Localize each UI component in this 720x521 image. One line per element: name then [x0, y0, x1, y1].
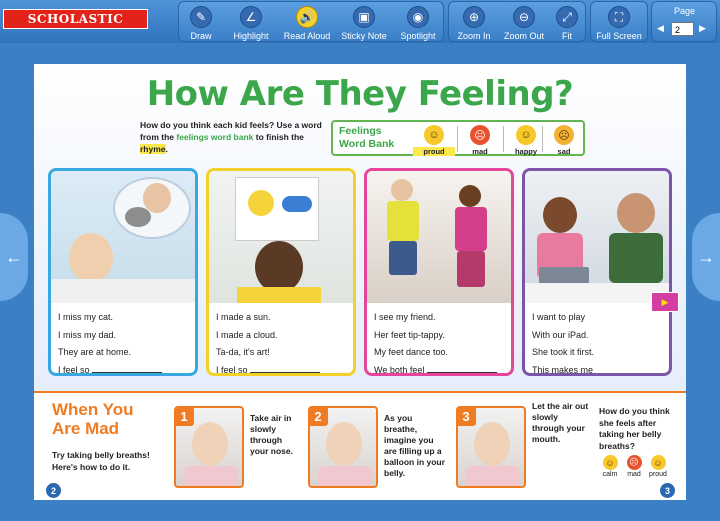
prev-page-icon[interactable]: ◀ [657, 23, 664, 33]
girl-shirt [318, 466, 372, 488]
drawing-paper [235, 177, 319, 241]
rhyme-line-answer [216, 362, 349, 377]
rhyme-line: We both feel [374, 364, 425, 375]
mad-section-subtitle: Try taking belly breaths! Here's how to do it. [52, 450, 150, 472]
answer-blank[interactable] [427, 365, 497, 373]
play-video-icon[interactable]: ▶ [651, 292, 679, 312]
zoom-in-label: Zoom In [457, 31, 491, 41]
girl-breathing-figure [192, 422, 228, 466]
page-number-input[interactable]: 2 [671, 22, 694, 36]
dancer-2-shirt [455, 207, 487, 251]
page-number-left: 2 [46, 483, 61, 498]
mad-section-title [52, 400, 134, 438]
rhyme-line-answer [374, 362, 507, 377]
boy-figure [255, 241, 303, 293]
step-2-text: As you breathe, imagine you are filling up a balloon in your belly. [384, 413, 445, 478]
draw-label: Draw [190, 31, 212, 41]
step-2-photo [308, 406, 378, 488]
rhyme-line: Ta-da, it's art! [216, 347, 270, 357]
zoom-out-button[interactable] [499, 2, 549, 41]
rhyme-card-4 [522, 168, 672, 376]
rhyme-line: With our iPad. [532, 329, 589, 340]
step-3-photo [456, 406, 526, 488]
mad-question: How do you think she feels after taking her belly breaths? [599, 406, 670, 451]
spotlight-label: Spotlight [400, 31, 436, 41]
rhyme-line: This makes me [532, 364, 594, 375]
draw-button[interactable] [179, 2, 223, 41]
highlight-button[interactable] [223, 2, 279, 41]
feelings-section [34, 64, 686, 391]
fit-label: Fit [562, 31, 572, 41]
zoom-out-label: Zoom Out [503, 31, 544, 41]
page-title: How Are They Feeling? [146, 74, 574, 114]
zoom-in-icon: ⊕ [463, 6, 485, 28]
mad-face-icon: ☹ [627, 455, 642, 470]
read-aloud-button[interactable] [279, 2, 335, 41]
rhyme-line: I see my friend. [374, 312, 436, 322]
girl-with-ipad-figure [543, 197, 577, 233]
instructions-rhyme: rhyme [140, 144, 166, 154]
toolbar-tools-group-3 [590, 1, 648, 42]
spotlight-icon: ◉ [407, 6, 429, 28]
page-label: Page [674, 6, 696, 16]
mad-face-icon: ☹ [470, 125, 490, 145]
proud-face-icon: ☺ [424, 125, 444, 145]
boy-shirt [237, 287, 321, 303]
speaker-icon: 🔊 [296, 6, 318, 28]
word-bank-word: mad [472, 147, 488, 156]
rhyme-line: I miss my cat. [58, 312, 114, 322]
fit-button[interactable] [549, 2, 585, 41]
dancer-2-figure [459, 185, 481, 207]
highlight-label: Highlight [233, 31, 269, 41]
rhyme-lines [216, 309, 349, 376]
divider [457, 126, 458, 152]
sticky-note-label: Sticky Note [341, 31, 387, 41]
rhyme-line: My feet dance too. [374, 347, 449, 357]
instructions-word-bank: feelings word bank [176, 132, 254, 142]
dad-figure [143, 183, 171, 213]
scholastic-logo[interactable]: SCHOLASTIC [3, 9, 148, 29]
word-bank-word: sad [557, 147, 571, 156]
table [51, 279, 195, 303]
rhyme-line: They are at home. [58, 347, 132, 357]
full-screen-icon: ⛶ [608, 6, 630, 28]
dancer-1-figure [391, 179, 413, 201]
rhyme-line: I feel so [216, 364, 248, 375]
dancer-2-leggings [457, 251, 485, 287]
answer-blank[interactable] [92, 365, 162, 373]
spotlight-button[interactable] [393, 2, 443, 41]
full-screen-button[interactable] [591, 2, 647, 41]
mad-boy-figure [617, 193, 655, 233]
toolbar-tools-group-1 [178, 1, 444, 42]
read-aloud-label: Read Aloud [283, 31, 331, 41]
proud-face-icon: ☺ [651, 455, 666, 470]
choice-proud [645, 455, 671, 478]
kids-dancing-photo [367, 171, 511, 303]
rhyme-line: I made a cloud. [216, 329, 278, 340]
next-page-icon[interactable]: ▶ [699, 23, 706, 33]
step-3-badge: 3 [456, 406, 476, 426]
cloud-drawing [282, 196, 312, 212]
rhyme-line: Her feet tip-tappy. [374, 329, 445, 340]
step-1-photo [174, 406, 244, 488]
rhyme-card-1 [48, 168, 198, 376]
mad-title-line2: Are Mad [52, 419, 120, 438]
zoom-in-button[interactable] [449, 2, 499, 41]
girl-sad-photo [51, 171, 195, 303]
toolbar-tools-group-2 [448, 1, 586, 42]
calm-face-icon: ☺ [603, 455, 618, 470]
choice-mad [621, 455, 647, 478]
step-1-text: Take air in slowly through your nose. [250, 413, 293, 456]
rhyme-card-2 [206, 168, 356, 376]
word-bank-item-sad [543, 125, 585, 156]
word-bank-item-mad [459, 125, 501, 156]
sticky-note-button[interactable] [335, 2, 393, 41]
choice-word: proud [649, 471, 667, 478]
rhyme-line: I want to play [532, 312, 586, 322]
cat-figure [125, 207, 151, 227]
divider [503, 126, 504, 152]
highlighter-icon: ∠ [240, 6, 262, 28]
choice-calm [597, 455, 623, 478]
previous-page-arrow-icon[interactable]: ← [0, 213, 28, 301]
dancer-1-shirt [387, 201, 419, 241]
sun-drawing [248, 190, 274, 216]
step-2-badge: 2 [308, 406, 328, 426]
happy-face-icon: ☺ [516, 125, 536, 145]
when-you-are-mad-section [34, 391, 686, 500]
instructions-part3: . [165, 144, 168, 154]
rhyme-line: I made a sun. [216, 312, 271, 322]
girl-breathing-figure [326, 422, 362, 466]
choice-word: calm [602, 471, 618, 478]
page-number-right: 3 [660, 483, 675, 498]
rhyme-line-answer [532, 362, 665, 377]
dancer-1-jeans [389, 241, 417, 275]
sticky-note-icon: ▣ [353, 6, 375, 28]
rhyme-lines [58, 309, 191, 376]
next-page-arrow-icon[interactable]: → [692, 213, 720, 301]
word-bank-word: proud [413, 147, 455, 156]
instructions-part2: to finish the [253, 132, 304, 142]
toolbar [0, 0, 720, 43]
step-3-text: Let the air out slowly through your mouth. [532, 401, 589, 444]
page-navigator [651, 1, 717, 42]
choice-word: mad [627, 471, 641, 478]
word-bank-item-proud [413, 125, 455, 156]
boy-proud-photo [209, 171, 353, 303]
answer-blank[interactable] [250, 365, 320, 373]
rhyme-lines [374, 309, 507, 376]
full-screen-label: Full Screen [596, 31, 642, 41]
rhyme-line: She took it first. [532, 347, 595, 357]
rhyme-line-answer [58, 362, 191, 377]
instructions [140, 119, 330, 155]
feelings-word-bank [331, 120, 585, 156]
rhyme-lines [532, 309, 665, 376]
mad-title-line1: When You [52, 400, 134, 419]
rhyme-line: I feel so [58, 364, 90, 375]
instructions-part1: How do you think each kid feels? Use a word from the [140, 120, 322, 142]
word-bank-title: Feelings Word Bank [339, 125, 395, 150]
fit-icon: ⤢ [556, 6, 578, 28]
word-bank-word: happy [514, 147, 538, 156]
girl-breathing-figure [474, 422, 510, 466]
girl-shirt [184, 466, 238, 488]
rhyme-line: I miss my dad. [58, 329, 117, 340]
table [525, 283, 669, 303]
pencil-icon: ✎ [190, 6, 212, 28]
girl-shirt [466, 466, 520, 488]
boy-shirt [609, 233, 663, 283]
step-1-badge: 1 [174, 406, 194, 426]
sad-face-icon: ☹ [554, 125, 574, 145]
magazine-spread [34, 64, 686, 500]
girl-figure [69, 233, 113, 283]
zoom-out-icon: ⊖ [513, 6, 535, 28]
kids-ipad-photo [525, 171, 669, 303]
rhyme-card-3 [364, 168, 514, 376]
word-bank-item-happy [505, 125, 547, 156]
